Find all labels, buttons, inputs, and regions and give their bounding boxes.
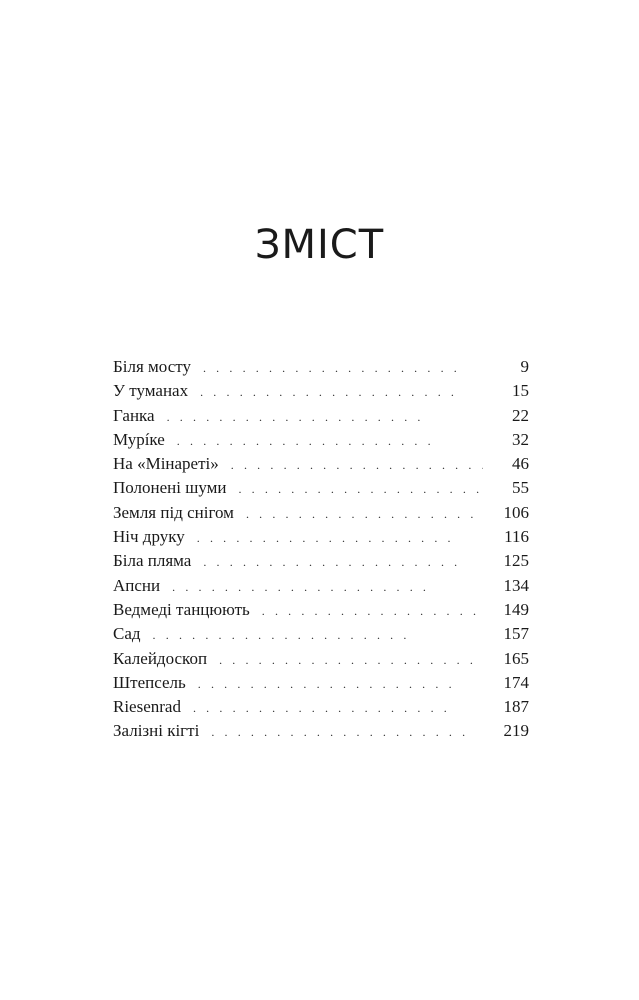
- toc-entry-title: На «Мінареті»: [113, 454, 219, 474]
- toc-leader-dots: [203, 550, 463, 574]
- toc-entry-page: 22: [512, 405, 529, 425]
- toc-entry-page: 165: [503, 648, 529, 668]
- toc-entry: [113, 476, 529, 500]
- toc-entry-title: Ніч друку: [113, 527, 185, 547]
- toc-entry: [113, 428, 529, 452]
- page-title: ЗМІСТ: [254, 222, 385, 268]
- toc-entry-title: Riesenrad: [113, 697, 181, 717]
- toc-entry: [113, 574, 529, 598]
- table-of-contents: [113, 355, 529, 744]
- toc-entry: [113, 671, 529, 695]
- toc-entry-page: 106: [503, 502, 529, 522]
- toc-entry-page: 219: [503, 721, 529, 741]
- toc-entry: [113, 719, 529, 743]
- toc-entry-page: 134: [503, 575, 529, 595]
- toc-entry-title: Апсни: [113, 575, 161, 595]
- toc-entry: [113, 622, 529, 646]
- toc-entry-page: 149: [503, 599, 529, 619]
- toc-entry: [113, 379, 529, 403]
- toc-leader-dots: [200, 380, 460, 404]
- toc-entry-title: Залізні кігті: [113, 721, 200, 741]
- toc-leader-dots: [167, 405, 427, 429]
- toc-leader-dots: [198, 672, 458, 696]
- toc-leader-dots: [211, 720, 471, 744]
- toc-entry: [113, 598, 529, 622]
- toc-leader-dots: [262, 599, 483, 623]
- toc-entry-title: Біля мосту: [113, 357, 191, 376]
- toc-entry-title: Штепсель: [113, 672, 186, 692]
- toc-entry-page: 125: [503, 551, 529, 571]
- toc-entry-title: У туманах: [113, 381, 189, 401]
- toc-entry-page: 187: [503, 697, 529, 717]
- toc-entry: [113, 452, 529, 476]
- toc-entry-page: 174: [503, 672, 529, 692]
- toc-entry: [113, 549, 529, 573]
- toc-entry-title: Земля під снігом: [113, 502, 234, 522]
- toc-entry-page: 55: [512, 478, 529, 498]
- toc-entry: [113, 404, 529, 428]
- toc-entry: [113, 647, 529, 671]
- toc-entry-title: Ганка: [113, 405, 155, 425]
- toc-entry-title: Біла пляма: [113, 551, 192, 571]
- toc-entry-title: Мурíке: [113, 429, 165, 449]
- toc-entry-page: 15: [512, 381, 529, 401]
- toc-leader-dots: [238, 477, 483, 501]
- toc-entry-title: Калейдоскоп: [113, 648, 208, 668]
- toc-entry-page: 9: [520, 357, 529, 376]
- toc-entry: [113, 525, 529, 549]
- toc-leader-dots: [172, 575, 432, 599]
- toc-leader-dots: [246, 502, 483, 526]
- toc-leader-dots: [153, 623, 413, 647]
- toc-entry: [113, 695, 529, 719]
- toc-leader-dots: [219, 648, 479, 672]
- toc-entry: [113, 355, 529, 379]
- toc-entry-page: 157: [503, 624, 529, 644]
- toc-entry-title: Ведмеді танцюють: [113, 599, 250, 619]
- toc-leader-dots: [203, 356, 463, 380]
- toc-leader-dots: [177, 429, 437, 453]
- toc-entry-page: 116: [504, 527, 529, 547]
- toc-leader-dots: [197, 526, 457, 550]
- toc-leader-dots: [231, 453, 483, 477]
- toc-entry-title: Сад: [113, 624, 141, 644]
- toc-entry: [113, 501, 529, 525]
- toc-entry-page: 46: [512, 454, 529, 474]
- toc-entry-page: 32: [512, 429, 529, 449]
- toc-leader-dots: [193, 696, 453, 720]
- toc-entry-title: Полонені шуми: [113, 478, 227, 498]
